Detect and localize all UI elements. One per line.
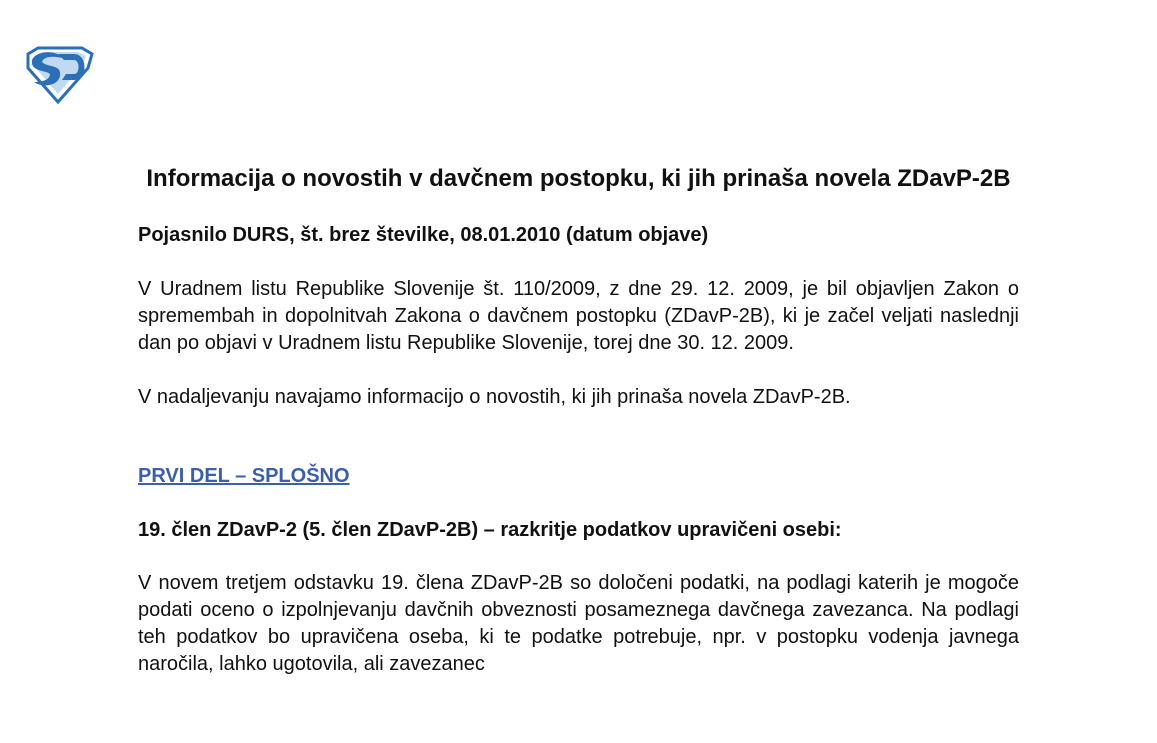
- company-logo: [22, 46, 96, 104]
- intro-paragraph: V Uradnem listu Republike Slovenije št. 110/2009, z dne 29. 12. 2009, je bil objavljen Zakon o spremembah in dopolnitvah Zakona o davčnem postopku (ZDavP-2B), ki je začel veljati naslednji dan po objavi v Uradnem listu Republike Slovenije, torej dne 30. 12. 2009.: [138, 278, 1019, 354]
- article-paragraph: V novem tretjem odstavku 19. člena ZDavP-2B so določeni podatki, na podlagi katerih je mogoče podati oceno o izpolnjevanju davčnih obveznosti posameznega davčnega zavezanca. Na podlagi teh podatkov bo upravičena oseba, ki te podatke potrebuje, npr. v postopku vodenja javnega naročila, lahko ugotovila, ali zavezanec: [138, 572, 1019, 675]
- continuation-paragraph: V nadaljevanju navajamo informacijo o novostih, ki jih prinaša novela ZDavP-2B.: [138, 386, 851, 408]
- logo-emblem: [22, 46, 96, 104]
- document-body: [138, 164, 1019, 678]
- article-heading: 19. člen ZDavP-2 (5. člen ZDavP-2B) – razkritje podatkov upravičeni osebi:: [138, 519, 842, 541]
- section-heading-link[interactable]: PRVI DEL – SPLOŠNO: [138, 465, 350, 487]
- document-title: Informacija o novostih v davčnem postopku, ki jih prinaša novela ZDavP-2B: [146, 165, 1011, 192]
- document-subtitle: Pojasnilo DURS, št. brez številke, 08.01.2010 (datum objave): [138, 224, 709, 246]
